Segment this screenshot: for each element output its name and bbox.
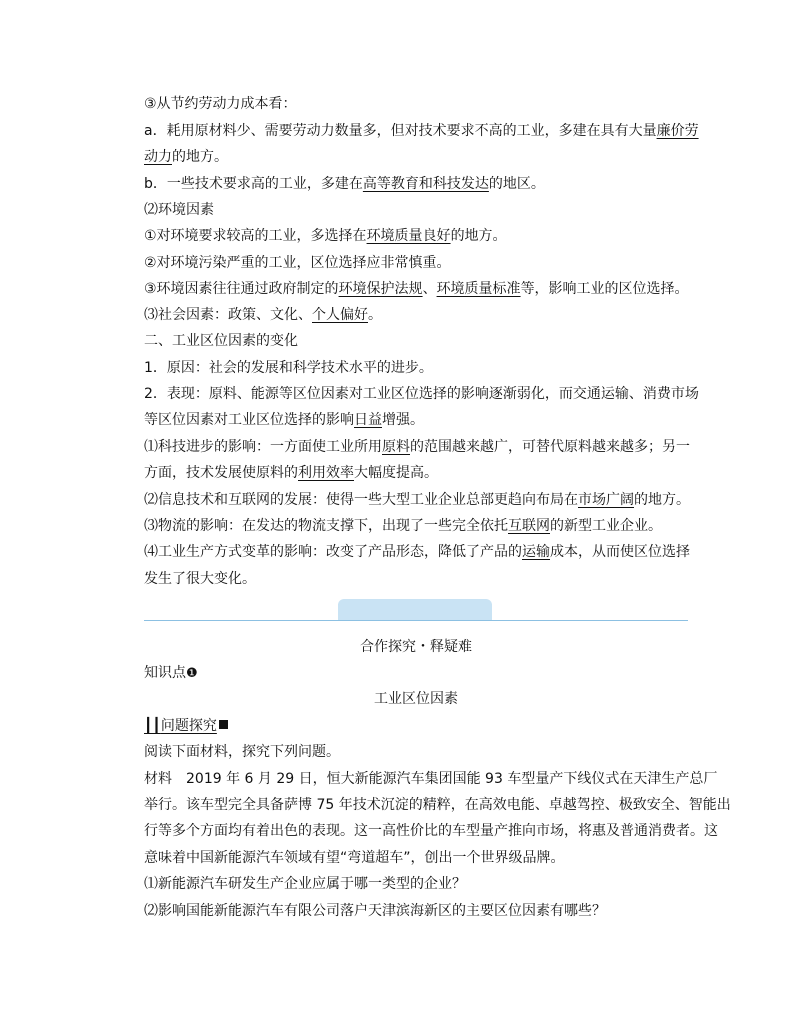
text-span: 的地方。	[634, 492, 690, 508]
underlined-term: 互联网	[508, 518, 550, 534]
text-span: 大幅度提高。	[354, 465, 438, 481]
labor-item-a-line1	[144, 122, 699, 140]
tech-progress-line2	[144, 464, 438, 482]
underlined-term: 市场广阔	[578, 492, 634, 508]
text-span: ⑷工业生产方式变革的影响：改变了产品形态，降低了产品的	[144, 544, 522, 560]
text-span: 的地方。	[172, 149, 228, 165]
text-span: 等，影响工业的区位选择。	[520, 281, 689, 297]
text-span: ⑴科技进步的影响：一方面使工业所用	[144, 439, 382, 455]
underlined-term: 廉价劳	[656, 123, 699, 139]
text-span: ①对环境要求较高的工业，多选择在	[144, 228, 367, 244]
env-item-3	[144, 280, 689, 298]
underlined-term: 环境质量良好	[366, 228, 451, 244]
text-span: ③环境因素往往通过政府制定的	[144, 281, 339, 297]
material-line1: 材料 2019 年 6 月 29 日，恒大新能源汽车集团国能 93 车型量产下线仪式在天津生产总厂	[144, 771, 718, 787]
section-divider	[144, 620, 688, 621]
text-span: ⑵信息技术和互联网的发展：使得一些大型工业企业总部更趋向布局在	[144, 492, 578, 508]
material-line4: 意味着中国新能源汽车领域有望“弯道超车”，创出一个世界级品牌。	[144, 850, 565, 866]
text-span: b．一些技术要求高的工业，多建在	[144, 176, 363, 192]
question-2: ⑵影响国能新能源汽车有限公司落户天津滨海新区的主要区位因素有哪些？	[144, 903, 606, 919]
text-span: ⑶物流的影响：在发达的物流支撑下，出现了一些完全依托	[144, 518, 508, 534]
underlined-term: 环境质量标准	[436, 281, 521, 297]
text-span: ⑶社会因素：政策、文化、	[144, 307, 312, 323]
underlined-term: 原料	[382, 439, 410, 455]
explore-label	[144, 717, 228, 735]
text-span: 增强。	[382, 412, 424, 428]
change-performance-line1: 2．表现：原料、能源等区位因素对工业区位选择的影响逐渐弱化，而交通运输、消费市场	[144, 386, 699, 402]
material-line2: 举行。该车型完全具备萨博 75 年技术沉淀的精粹，在高效电能、卓越驾控、极致安全、智能出	[144, 797, 731, 813]
underlined-term: 运输	[522, 544, 550, 560]
underlined-term: 利用效率	[298, 465, 354, 481]
knowledge-point-label	[144, 664, 198, 683]
env-item-1	[144, 227, 507, 245]
text-span: a．耗用原材料少、需要劳动力数量多，但对技术要求不高的工业，多建在具有大量	[144, 123, 657, 139]
change-performance-line2	[144, 411, 424, 429]
explore-intro: 阅读下面材料，探究下列问题。	[144, 744, 340, 760]
env-heading: ⑵环境因素	[144, 202, 214, 218]
underlined-term: 问题探究	[160, 718, 217, 734]
text-span: 的新型工业企业。	[550, 518, 662, 534]
bar-icon: ┃┃	[144, 718, 161, 734]
production-mode-line2: 发生了很大变化。	[144, 571, 256, 587]
env-item-2: ②对环境污染严重的工业，区位选择应非常慎重。	[144, 255, 451, 271]
question-1: ⑴新能源汽车研发生产企业应属于哪一类型的企业？	[144, 876, 466, 892]
text-span: 。	[368, 307, 382, 323]
labor-heading: ③从节约劳动力成本看：	[144, 96, 297, 112]
text-span: 成本，从而使区位选择	[550, 544, 690, 560]
underlined-term: 环境保护法规	[338, 281, 423, 297]
knowledge-title: 工业区位因素	[374, 691, 458, 707]
underlined-term: 动力	[144, 149, 172, 165]
material-line3: 行等多个方面均有着出色的表现。这一高性价比的车型量产推向市场，将惠及普通消费者。这	[144, 823, 718, 839]
social-factors	[144, 306, 382, 324]
logistics-item	[144, 517, 662, 535]
text-span: 的地方。	[450, 228, 507, 244]
underlined-term: 个人偏好	[312, 307, 368, 323]
text-span: 、	[422, 281, 437, 297]
text-span: 的范围越来越广，可替代原料越来越多；另一	[410, 439, 690, 455]
tech-progress-line1	[144, 438, 690, 456]
section-banner-tab	[338, 599, 492, 621]
change-reason: 1．原因：社会的发展和科学技术水平的进步。	[144, 360, 433, 376]
labor-item-b	[144, 175, 545, 193]
text-span: 知识点	[144, 665, 186, 681]
change-heading: 二、工业区位因素的变化	[144, 333, 298, 349]
labor-item-a-line2	[144, 148, 228, 166]
info-tech-item	[144, 491, 690, 509]
production-mode-line1	[144, 543, 690, 561]
underlined-term: 日益	[354, 412, 382, 428]
banner-title: 合作探究・释疑难	[360, 639, 472, 655]
underlined-term: 高等教育和科技发达	[362, 176, 489, 192]
number-badge: ❶	[186, 666, 198, 681]
text-span: 等区位因素对工业区位选择的影响	[144, 412, 354, 428]
text-span: 方面，技术发展使原料的	[144, 465, 298, 481]
text-span: 的地区。	[488, 176, 545, 192]
square-icon	[219, 720, 228, 729]
